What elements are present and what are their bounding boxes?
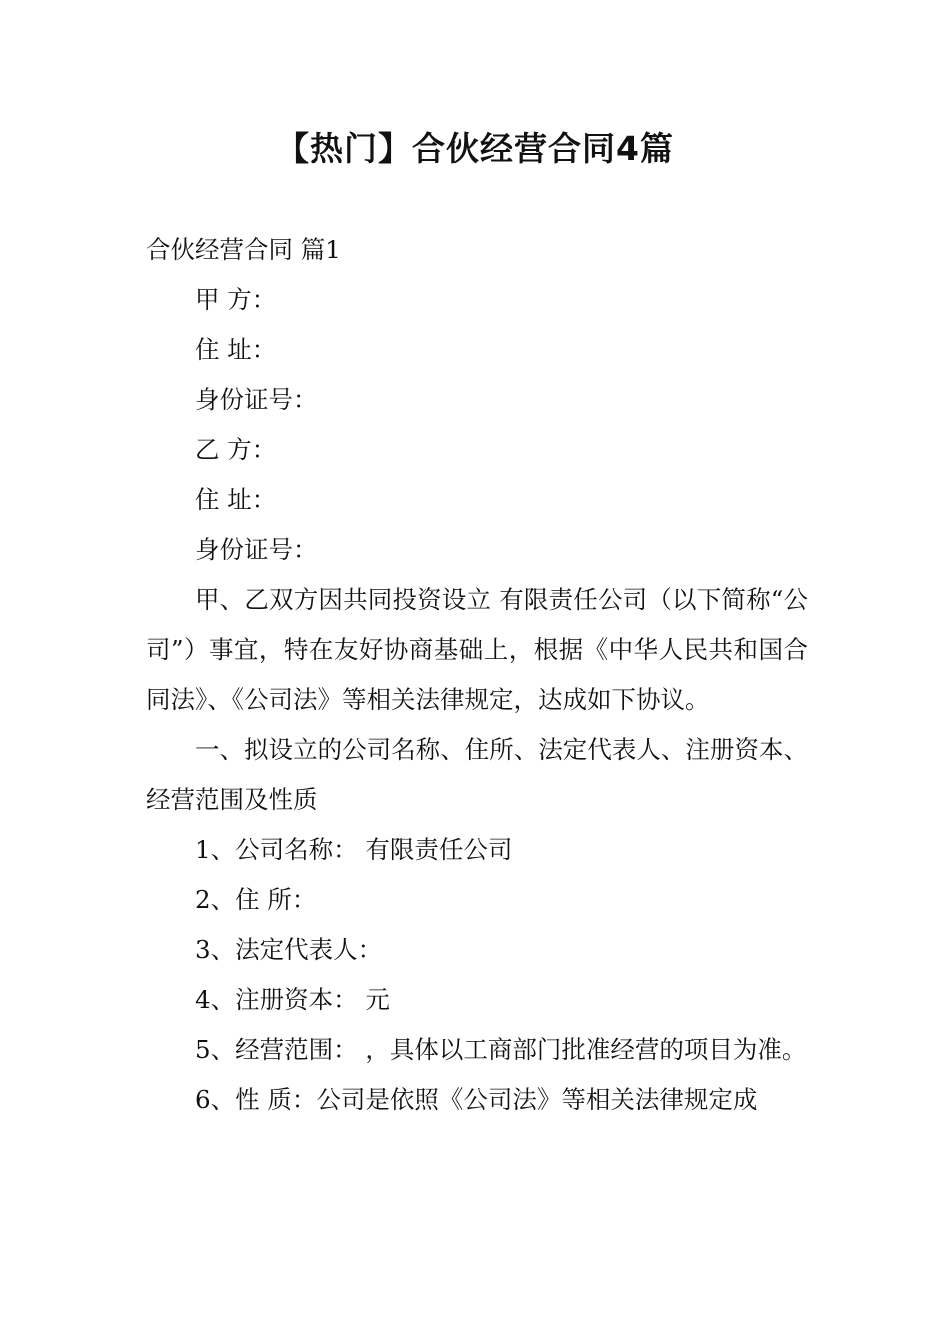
clause-nature: 6、性 质：公司是依照《公司法》等相关法律规定成 [195,1085,758,1114]
party-b-label: 乙 方： [195,435,277,464]
clause-registered-capital: 4、注册资本： 元 [195,985,390,1014]
document-body [146,225,808,1125]
document-title: 【热门】合伙经营合同4篇 [276,129,674,168]
preamble-paragraph: 甲、乙双方因共同投资设立 有限责任公司（以下简称“公司”）事宜，特在友好协商基础上，根据《中华人民共和国合同法》、《公司法》等相关法律规定，达成如下协议。 [146,585,808,714]
party-a-address: 住 址： [195,335,277,364]
clause-business-scope: 5、经营范围： ，具体以工商部门批准经营的项目为准。 [195,1035,807,1064]
section-heading: 合伙经营合同 篇1 [146,235,341,264]
party-a-id-number: 身份证号： [195,385,318,414]
article-one-heading: 一、拟设立的公司名称、住所、法定代表人、注册资本、经营范围及性质 [146,735,808,814]
clause-company-name: 1、公司名称： 有限责任公司 [195,835,513,864]
party-b-id-number: 身份证号： [195,535,318,564]
clause-legal-representative: 3、法定代表人： [195,935,383,964]
party-b-address: 住 址： [195,485,277,514]
clause-domicile: 2、住 所： [195,885,317,914]
party-a-label: 甲 方： [195,285,277,314]
